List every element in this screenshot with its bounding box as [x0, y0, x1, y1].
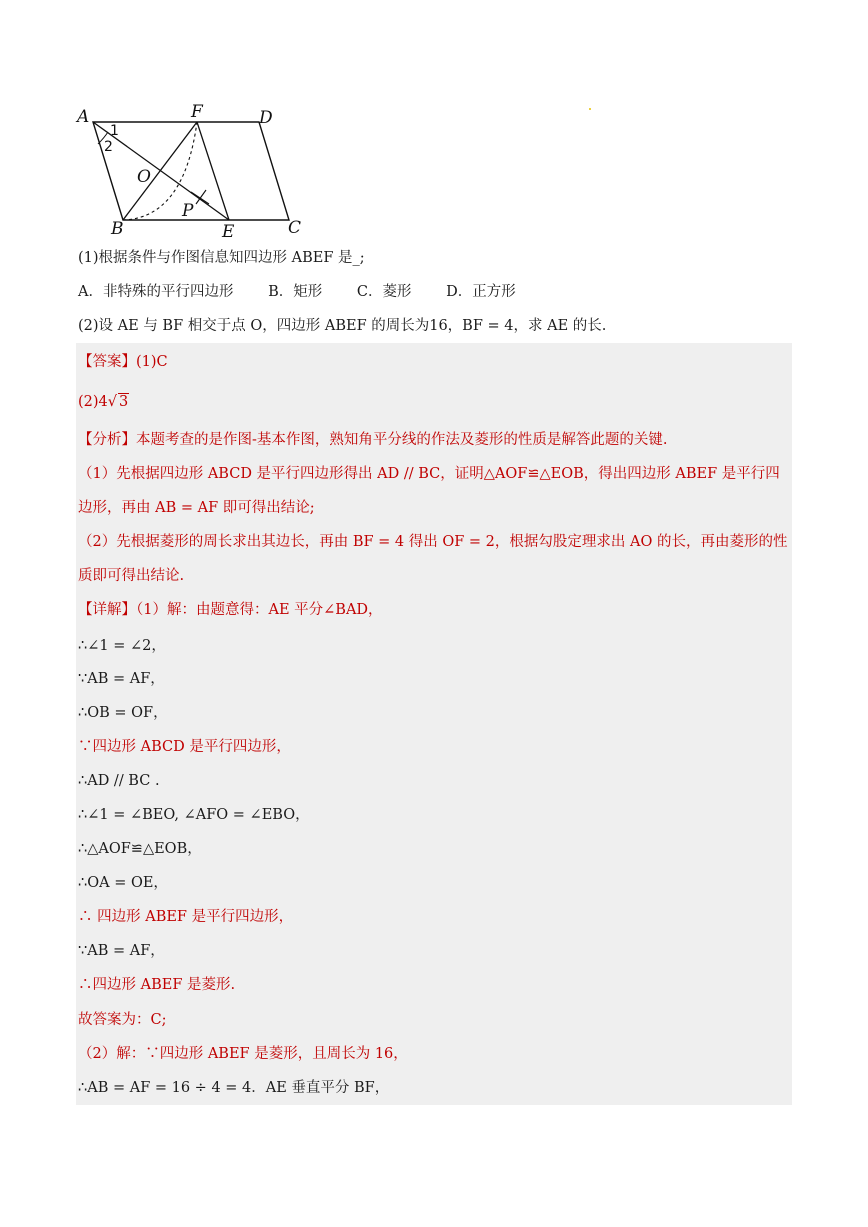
stray-mark	[589, 108, 591, 110]
detail-line-12: ∴四边形 ABEF 是菱形.	[78, 977, 236, 993]
detail-line-6: ∴AD // BC .	[78, 773, 160, 789]
detail-line-5: ∵四边形 ABCD 是平行四边形，	[78, 739, 291, 755]
analysis-p2-line1: （2）先根据菱形的周长求出其边长，再由 BF = 4 得出 OF = 2，根据勾股定理求出 AO 的长，再由菱形的性	[78, 534, 788, 550]
option-b: B．矩形	[268, 284, 323, 300]
analysis-p1-line2: 边形，再由 AB = AF 即可得出结论;	[78, 500, 315, 516]
label-d: D	[259, 108, 273, 128]
answer-1: (1)C	[136, 354, 168, 370]
answer-2-radicand: 3	[119, 394, 129, 410]
detail-line-8: ∴△AOF≌△EOB，	[78, 841, 202, 857]
answer-2-prefix: (2)	[78, 394, 99, 410]
question-2: (2)设 AE 与 BF 相交于点 O，四边形 ABEF 的周长为16，BF = 4，求 AE 的长.	[78, 318, 607, 334]
detail-line-10: ∴ 四边形 ABEF 是平行四边形，	[78, 909, 294, 925]
label-p: P	[182, 201, 194, 221]
label-o: O	[137, 167, 151, 187]
detail-line-15: ∴AB = AF = 16 ÷ 4 = 4．AE 垂直平分 BF，	[78, 1080, 390, 1096]
analysis-p1-line1: （1）先根据四边形 ABCD 是平行四边形得出 AD // BC，证明△AOF≌△EOB，得出四边形 ABEF 是平行四	[78, 466, 780, 482]
analysis-intro-line	[78, 430, 668, 450]
segment-fe	[197, 122, 229, 220]
label-angle-2: 2	[104, 139, 113, 155]
label-b: B	[111, 219, 124, 239]
label-angle-1: 1	[110, 123, 119, 139]
arc-cross-mark	[191, 190, 209, 204]
detail-line-4: ∴OB = OF，	[78, 705, 168, 721]
detail-line-11: ∵AB = AF，	[78, 943, 165, 959]
answer-line-2: (2)4√ 3	[78, 394, 129, 410]
label-c: C	[288, 218, 302, 238]
detail-tag: 【详解】	[78, 602, 136, 618]
detail-line-7: ∴∠1 = ∠BEO, ∠AFO = ∠EBO，	[78, 807, 310, 823]
detail-line-14: （2）解：∵四边形 ABEF 是菱形，且周长为 16，	[78, 1046, 408, 1062]
detail-1: （1）解：由题意得：AE 平分∠BAD，	[136, 602, 383, 618]
analysis-p2-line2: 质即可得出结论.	[78, 568, 185, 584]
geometry-figure	[74, 100, 314, 240]
answer-2-coef: 4	[98, 394, 108, 410]
parallelogram-diagram	[74, 100, 314, 240]
analysis-intro: 本题考查的是作图-基本作图，熟知角平分线的作法及菱形的性质是解答此题的关键.	[136, 432, 668, 448]
detail-line-2: ∴∠1 = ∠2，	[78, 638, 166, 654]
analysis-tag: 【分析】	[78, 432, 136, 448]
label-e: E	[222, 222, 235, 240]
answer-line-1	[78, 352, 168, 372]
question-1-options	[78, 282, 546, 302]
detail-line-3: ∵AB = AF，	[78, 671, 165, 687]
option-a: A．非特殊的平行四边形	[78, 284, 234, 300]
option-c: C．菱形	[356, 284, 412, 300]
detail-line-9: ∴OA = OE，	[78, 875, 168, 891]
label-a: A	[77, 107, 90, 127]
label-f: F	[191, 102, 203, 122]
option-d: D．正方形	[446, 284, 516, 300]
question-1: (1)根据条件与作图信息知四边形 ABEF 是_;	[78, 250, 365, 266]
detail-line-13: 故答案为：C;	[78, 1012, 167, 1028]
detail-line-1	[78, 600, 383, 620]
answer-tag: 【答案】	[78, 354, 136, 370]
